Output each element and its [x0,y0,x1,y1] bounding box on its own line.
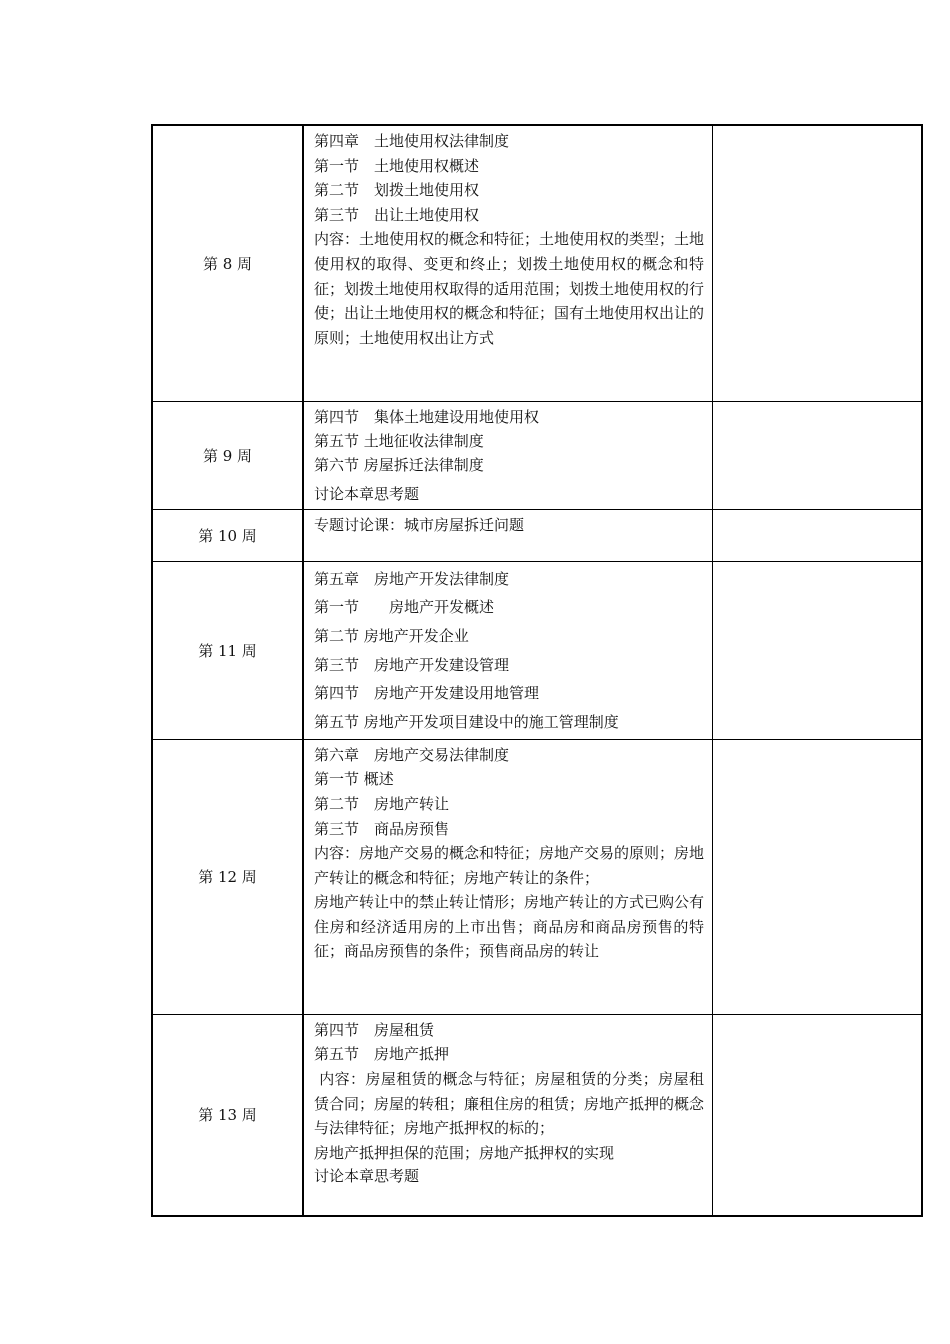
discussion-item: 讨论本章思考题 [314,1167,420,1186]
table-row [152,401,922,509]
content-cell [303,1014,713,1216]
chapter-title: 第五章 房地产开发法律制度 [314,569,510,588]
content-cell [303,509,713,561]
seminar-topic: 专题讨论课：城市房屋拆迁问题 [314,515,525,534]
notes-cell [713,739,923,1014]
notes-cell [713,125,923,401]
content-cell [303,125,713,401]
section-title: 第五节 房地产开发项目建设中的施工管理制度 [314,713,619,732]
section-title: 第三节 房地产开发建设管理 [314,655,510,674]
week-cell: 第 11 周 [152,561,303,739]
notes-cell [713,1014,923,1216]
section-title: 第二节 房地产转让 [314,794,450,813]
notes-cell [713,401,923,509]
content-description: 房地产抵押担保的范围；房地产抵押权的实现 [314,1143,615,1162]
section-title: 第一节 概述 [314,770,394,789]
content-description: 内容：房地产交易的概念和特征；房地产交易的原则；房地产转让的概念和特征；房地产转让的条件； [314,844,705,887]
notes-cell [713,509,923,561]
section-title: 第六节 房屋拆迁法律制度 [314,455,484,474]
discussion-item: 讨论本章思考题 [314,484,420,503]
section-title: 第一节 土地使用权概述 [314,156,480,175]
section-title: 第二节 房地产开发企业 [314,626,469,645]
table-row [152,125,922,401]
content-cell [303,401,713,509]
content-description: 内容：土地使用权的概念和特征；土地使用权的类型；土地使用权的取得、变更和终止；划拨土地使用权的概念和特征；划拨土地使用权取得的适用范围；划拨土地使用权的行使；出让土地使用权的概念和特征；国有土地使用权出让的原则；土地使用权出让方式 [314,230,705,347]
section-title: 第三节 出让土地使用权 [314,205,480,224]
table-row [152,739,922,1014]
content-description: 内容：房屋租赁的概念与特征；房屋租赁的分类；房屋租赁合同；房屋的转租；廉租住房的租赁；房地产抵押的概念与法律特征；房地产抵押权的标的； [314,1069,705,1138]
week-cell: 第 12 周 [152,739,303,1014]
table-row [152,1014,922,1216]
content-cell [303,739,713,1014]
table-row [152,509,922,561]
section-title: 第一节 房地产开发概述 [314,598,495,617]
notes-cell [713,561,923,739]
chapter-title: 第六章 房地产交易法律制度 [314,745,510,764]
section-title: 第二节 划拨土地使用权 [314,181,480,200]
week-cell: 第 9 周 [152,401,303,509]
content-cell [303,561,713,739]
table-row [152,561,922,739]
section-title: 第四节 集体土地建设用地使用权 [314,407,540,426]
section-title: 第四节 房地产开发建设用地管理 [314,684,540,703]
section-title: 第五节 土地征收法律制度 [314,431,484,450]
chapter-title: 第四章 土地使用权法律制度 [314,132,510,150]
teaching-schedule-table [151,124,923,1217]
section-title: 第三节 商品房预售 [314,819,450,838]
content-description: 房地产转让中的禁止转让情形；房地产转让的方式已购公有住房和经济适用房的上市出售；商品房和商品房预售的特征；商品房预售的条件；预售商品房的转让 [314,893,705,961]
week-cell: 第 10 周 [152,509,303,561]
week-cell: 第 13 周 [152,1014,303,1216]
section-title: 第四节 房屋租赁 [314,1020,435,1039]
section-title: 第五节 房地产抵押 [314,1045,450,1064]
week-cell: 第 8 周 [152,125,303,401]
